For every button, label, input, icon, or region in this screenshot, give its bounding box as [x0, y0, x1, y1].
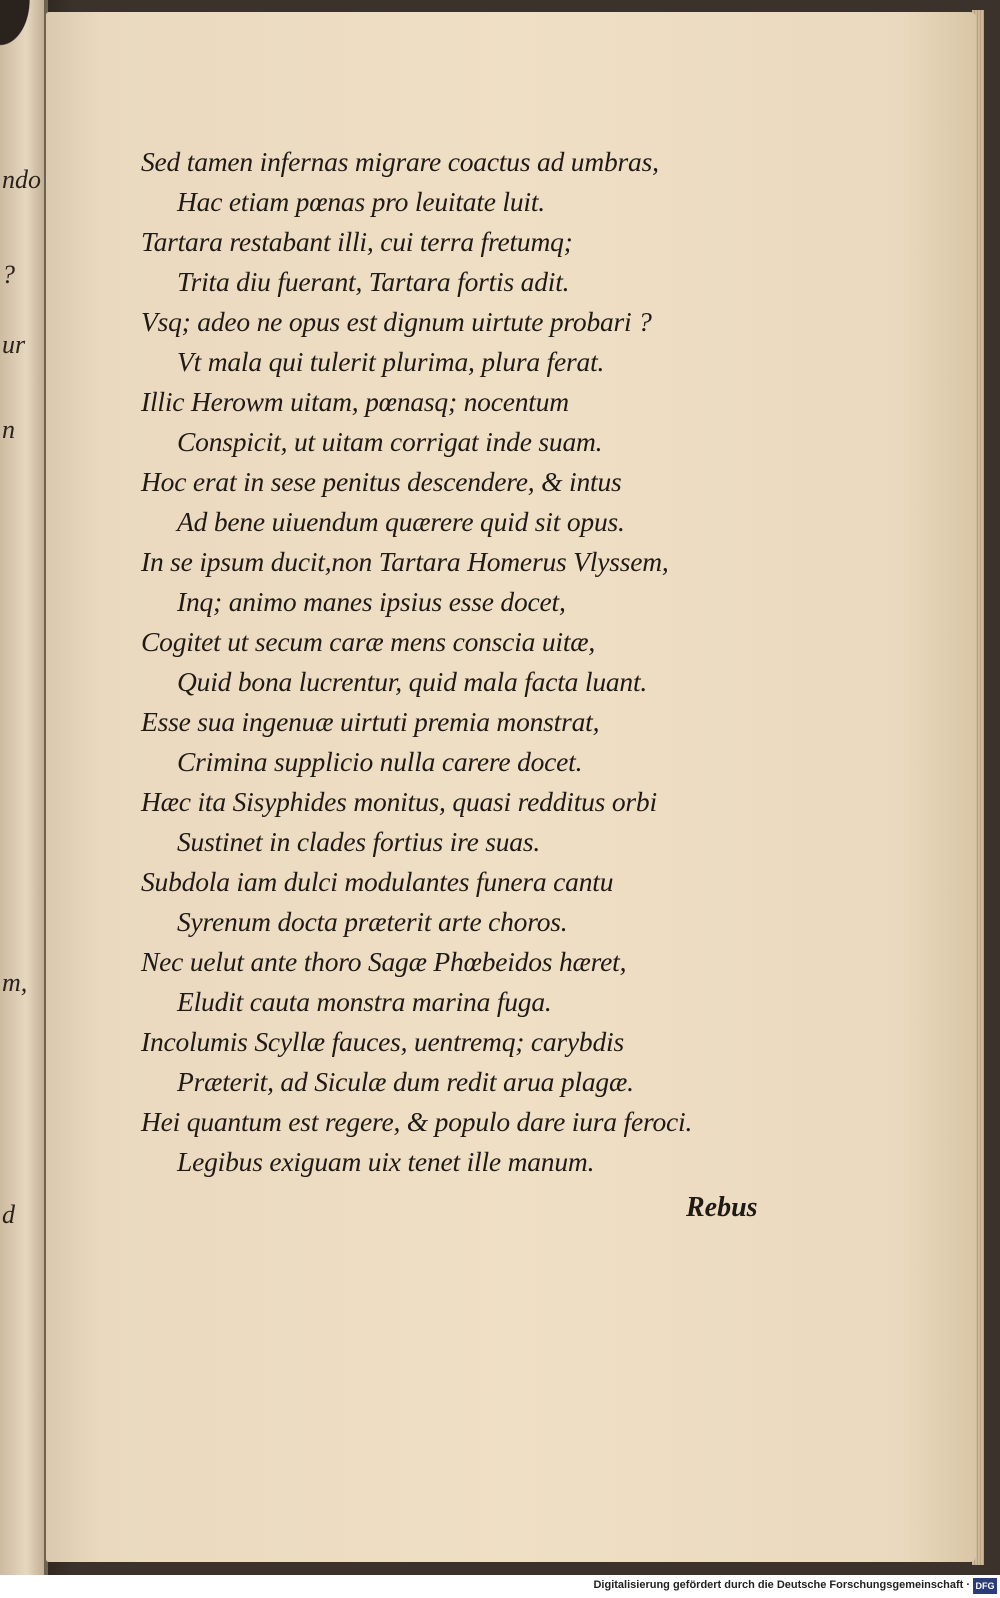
facing-page-fragment: ndo	[2, 165, 41, 194]
facing-page-fragment: d	[2, 1200, 15, 1229]
verse-line: Vsq; adeo ne opus est dignum uirtute probari ?	[141, 306, 652, 337]
facing-page-edge	[0, 0, 48, 1575]
page-curl	[0, 0, 46, 70]
verse-line: Hac etiam pœnas pro leuitate luit.	[177, 186, 545, 217]
facing-page-fragment: m,	[2, 968, 28, 997]
verse-line: In se ipsum ducit,non Tartara Homerus Vlyssem,	[141, 546, 669, 577]
verse-line: Legibus exiguam uix tenet ille manum.	[177, 1146, 595, 1177]
footer-credit: Digitalisierung gefördert durch die Deutsche Forschungsgemeinschaft ·	[593, 1579, 970, 1591]
facing-page-fragment: n	[2, 415, 15, 444]
footer-bar	[0, 1575, 1000, 1598]
verse-line: Syrenum docta præterit arte choros.	[177, 906, 568, 937]
verse-line: Subdola iam dulci modulantes funera cantu	[141, 866, 614, 897]
facing-page-fragment: ur	[2, 330, 26, 359]
verse-line: Inq; animo manes ipsius esse docet,	[177, 586, 566, 617]
verse-line: Eludit cauta monstra marina fuga.	[177, 986, 552, 1017]
verse-line: Trita diu fuerant, Tartara fortis adit.	[177, 266, 570, 297]
verse-line: Conspicit, ut uitam corrigat inde suam.	[177, 426, 603, 457]
verse-line: Nec uelut ante thoro Sagæ Phœbeidos hæret,	[141, 946, 627, 977]
verse-line: Incolumis Scyllæ fauces, uentremq; carybdis	[141, 1026, 624, 1057]
verse-line: Ad bene uiuendum quærere quid sit opus.	[177, 506, 625, 537]
verse-line: Hæc ita Sisyphides monitus, quasi redditus orbi	[141, 786, 657, 817]
verse-line: Præterit, ad Siculæ dum redit arua plagæ.	[177, 1066, 634, 1097]
catchword: Rebus	[686, 1192, 758, 1223]
verse-line: Hei quantum est regere, & populo dare iura feroci.	[141, 1106, 693, 1137]
verse-block	[141, 142, 801, 1182]
verse-line: Illic Herowm uitam, pœnasq; nocentum	[141, 386, 569, 417]
facing-page-fragment: ?	[2, 260, 15, 289]
verse-line: Crimina supplicio nulla carere docet.	[177, 746, 583, 777]
verse-line: Cogitet ut secum caræ mens conscia uitæ,	[141, 626, 596, 657]
verse-line: Esse sua ingenuæ uirtuti premia monstrat,	[141, 706, 600, 737]
verse-line: Tartara restabant illi, cui terra fretumq;	[141, 226, 573, 257]
verse-line: Sed tamen infernas migrare coactus ad umbras,	[141, 146, 659, 177]
verse-line: Sustinet in clades fortius ire suas.	[177, 826, 541, 857]
verse-line: Hoc erat in sese penitus descendere, & intus	[141, 466, 622, 497]
verse-line: Vt mala qui tulerit plurima, plura ferat.	[177, 346, 605, 377]
book-page	[46, 12, 976, 1562]
dfg-logo: DFG	[973, 1578, 997, 1594]
verse-line: Quid bona lucrentur, quid mala facta luant.	[177, 666, 648, 697]
